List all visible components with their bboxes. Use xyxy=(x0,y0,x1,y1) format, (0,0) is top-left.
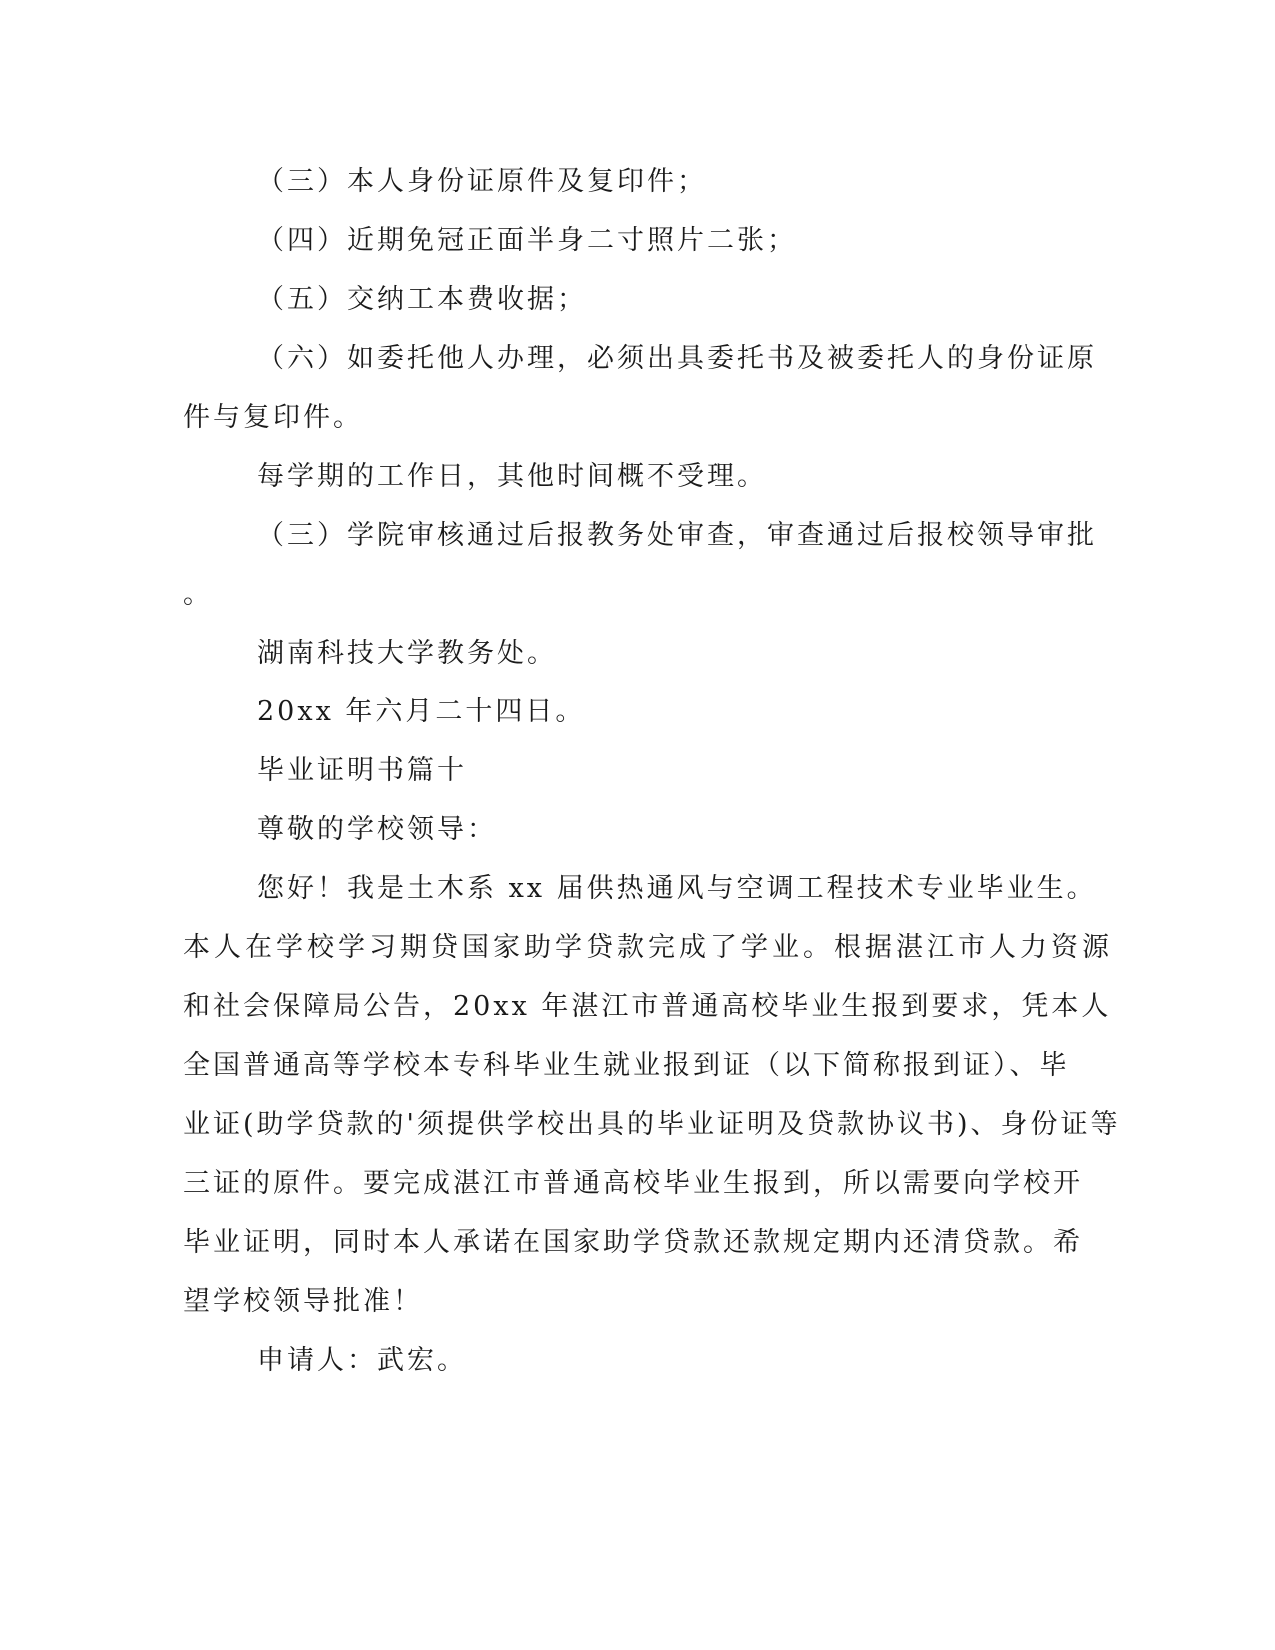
salutation: 尊敬的学校领导： xyxy=(257,814,497,845)
text-line: （三）学院审核通过后报教务处审查，审查通过后报校领导审批 xyxy=(257,520,1097,551)
text-line: 您好！我是土木系 xx 届供热通风与空调工程技术专业毕业生。 xyxy=(257,873,1097,904)
text-line: 业证(助学贷款的'须提供学校出具的毕业证明及贷款协议书)、身份证等 xyxy=(183,1109,1121,1140)
text-line: （三）本人身份证原件及复印件； xyxy=(257,166,707,197)
text-line: 毕业证明，同时本人承诺在国家助学贷款还款规定期内还清贷款。希 xyxy=(183,1227,1083,1258)
text-line: 。 xyxy=(183,579,213,610)
signature-line: 申请人：武宏。 xyxy=(257,1345,467,1376)
text-line: （五）交纳工本费收据； xyxy=(257,284,587,315)
text-line: 望学校领导批准！ xyxy=(183,1286,423,1317)
text-line: 20xx 年六月二十四日。 xyxy=(257,696,586,727)
text-line: （六）如委托他人办理，必须出具委托书及被委托人的身份证原 xyxy=(257,343,1097,374)
section-heading: 毕业证明书篇十 xyxy=(257,755,467,786)
text-line: 本人在学校学习期贷国家助学贷款完成了学业。根据湛江市人力资源 xyxy=(183,932,1113,963)
text-line: 件与复印件。 xyxy=(183,402,363,433)
text-line: 每学期的工作日，其他时间概不受理。 xyxy=(257,461,767,492)
text-line: 全国普通高等学校本专科毕业生就业报到证（以下简称报到证）、毕 xyxy=(183,1050,1070,1081)
text-line: （四）近期免冠正面半身二寸照片二张； xyxy=(257,225,797,256)
text-line: 湖南科技大学教务处。 xyxy=(257,638,557,669)
text-line: 三证的原件。要完成湛江市普通高校毕业生报到，所以需要向学校开 xyxy=(183,1168,1083,1199)
text-line: 和社会保障局公告，20xx 年湛江市普通高校毕业生报到要求，凭本人 xyxy=(183,991,1112,1022)
